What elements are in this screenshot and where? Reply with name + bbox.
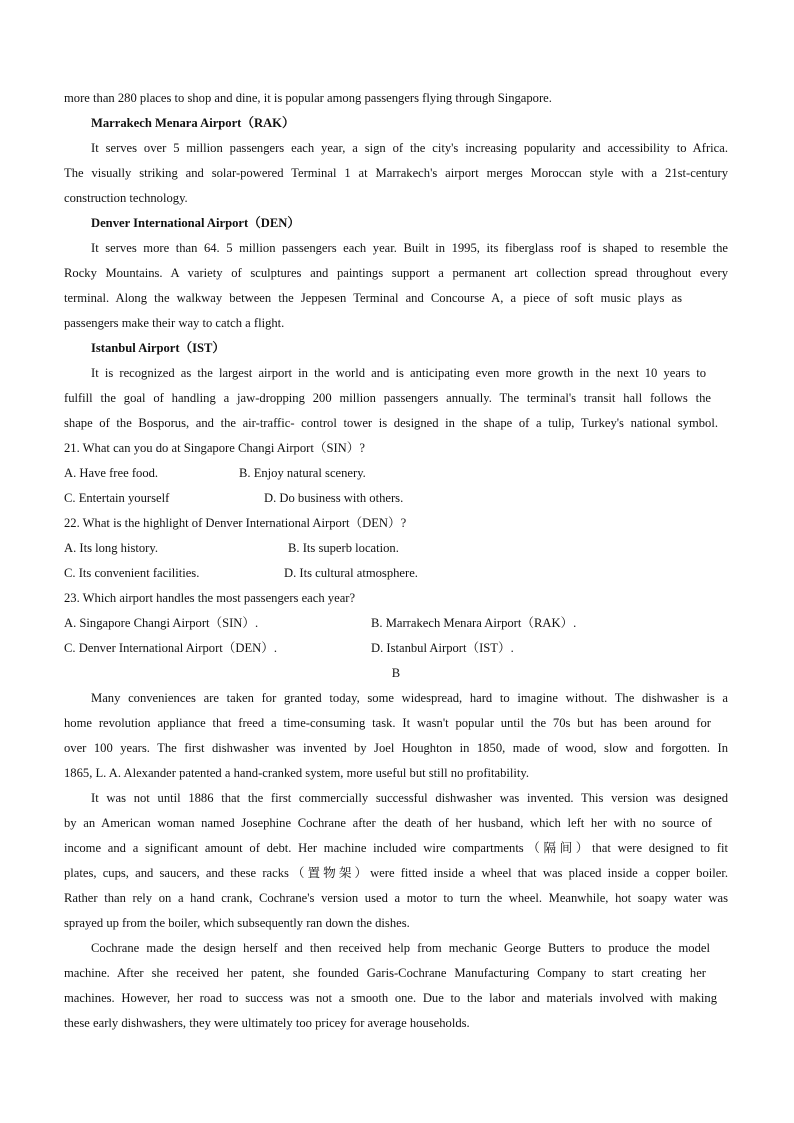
option-b: B. Marrakech Menara Airport（RAK）. (371, 616, 577, 630)
passage-line: Many conveniences are taken for granted today, some widespread, hard to imagine without. The dishwasher is a (91, 691, 728, 705)
passage-line: plates, cups, and saucers, and these racks（置物架）were fitted inside a wheel that was placed inside a copper boiler. (64, 866, 728, 880)
question-22-stem: 22. What is the highlight of Denver International Airport（DEN）? (64, 516, 407, 530)
passage-line: Rather than rely on a hand crank, Cochrane's version used a motor to turn the wheel. Meanwhile, hot soapy water was (64, 891, 728, 905)
airport-heading-rak: Marrakech Menara Airport（RAK） (91, 116, 295, 130)
passage-line: shape of the Bosporus, and the air-traffic- control tower is designed in the shape of a tulip, Turkey's national symbol. (64, 416, 718, 430)
passage-line: It serves over 5 million passengers each year, a sign of the city's increasing popularity and accessibility to Africa. (91, 141, 728, 155)
passage-line: machines. However, her road to success was not a smooth one. Due to the labor and materials involved with making (64, 991, 717, 1005)
passage-line: home revolution appliance that freed a time-consuming task. It wasn't popular until the 70s but has been around for (64, 716, 711, 730)
airport-heading-den: Denver International Airport（DEN） (91, 216, 300, 230)
option-d: D. Istanbul Airport（IST）. (371, 641, 514, 655)
passage-line: fulfill the goal of handling a jaw-dropping 200 million passengers annually. The terminal's transit hall follows the (64, 391, 711, 405)
passage-line: income and a significant amount of debt. Her machine included wire compartments（隔间）that were designed to fit (64, 841, 728, 855)
passage-line: these early dishwashers, they were ultimately too pricey for average households. (64, 1016, 470, 1030)
question-23-stem: 23. Which airport handles the most passengers each year? (64, 591, 356, 605)
question-22-options-row (64, 561, 728, 586)
question-21-options-row (64, 486, 728, 511)
option-b: B. Its superb location. (288, 541, 399, 555)
question-22-options-row (64, 536, 728, 561)
passage-line: passengers make their way to catch a flight. (64, 316, 285, 330)
option-b: B. Enjoy natural scenery. (239, 466, 366, 480)
section-b-label: B (391, 666, 401, 680)
option-a: A. Have free food. (64, 466, 159, 480)
question-21-options-row (64, 461, 728, 486)
passage-line: It serves more than 64. 5 million passengers each year. Built in 1995, its fiberglass roof is shaped to resemble the (91, 241, 728, 255)
question-23-options-row (64, 611, 728, 636)
passage-line: 1865, L. A. Alexander patented a hand-cranked system, more useful but still no profitability. (64, 766, 530, 780)
airport-heading-ist: Istanbul Airport（IST） (91, 341, 226, 355)
option-d: D. Do business with others. (264, 491, 404, 505)
passage-line: over 100 years. The first dishwasher was invented by Joel Houghton in 1850, made of wood, slow and forgotten. In (64, 741, 728, 755)
option-a: A. Its long history. (64, 541, 158, 555)
option-a: A. Singapore Changi Airport（SIN）. (64, 616, 259, 630)
passage-line: Cochrane made the design herself and then received help from mechanic George Butters to produce the model (91, 941, 710, 955)
question-23-options-row (64, 636, 728, 661)
passage-line: terminal. Along the walkway between the Jeppesen Terminal and Concourse A, a piece of soft music plays as (64, 291, 682, 305)
passage-line: construction technology. (64, 191, 188, 205)
document-page (64, 86, 728, 1036)
passage-line: sprayed up from the boiler, which subsequently ran down the dishes. (64, 916, 410, 930)
passage-line: It is recognized as the largest airport in the world and is anticipating even more growth in the next 10 years to (91, 366, 706, 380)
question-21-stem: 21. What can you do at Singapore Changi Airport（SIN）? (64, 441, 365, 455)
passage-line: It was not until 1886 that the first commercially successful dishwasher was invented. This version was designed (91, 791, 728, 805)
passage-line: The visually striking and solar-powered Terminal 1 at Marrakech's airport merges Moroccan style with a 21st-century (64, 166, 728, 180)
option-d: D. Its cultural atmosphere. (284, 566, 418, 580)
option-c: C. Its convenient facilities. (64, 566, 200, 580)
passage-line: more than 280 places to shop and dine, it is popular among passengers flying through Singapore. (64, 91, 552, 105)
option-c: C. Denver International Airport（DEN）. (64, 641, 277, 655)
passage-line: by an American woman named Josephine Cochrane after the death of her husband, which left her with no source of (64, 816, 712, 830)
passage-line: Rocky Mountains. A variety of sculptures and paintings support a permanent art collection spread throughout every (64, 266, 728, 280)
option-c: C. Entertain yourself (64, 491, 170, 505)
passage-line: machine. After she received her patent, she founded Garis-Cochrane Manufacturing Company to start creating her (64, 966, 706, 980)
